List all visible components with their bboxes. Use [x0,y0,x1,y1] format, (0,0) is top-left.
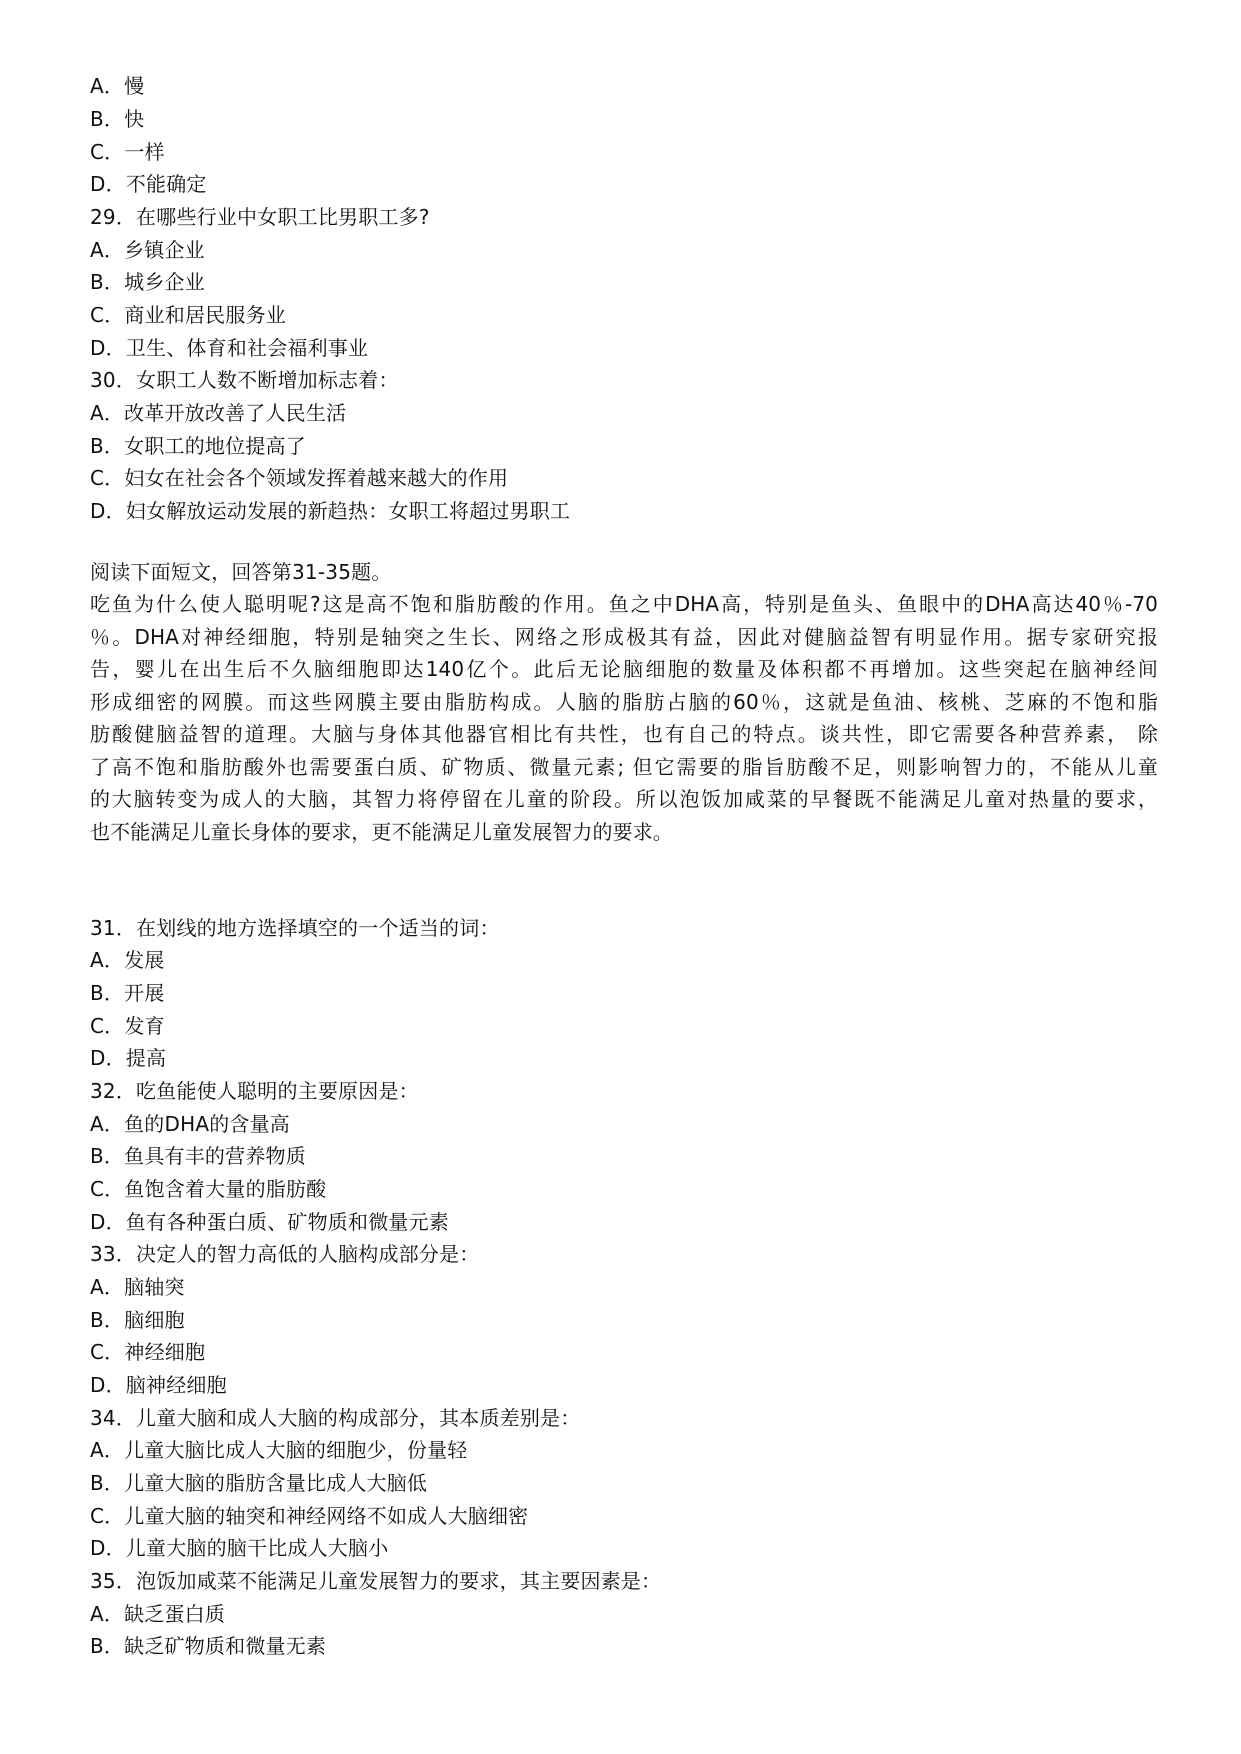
passage-line: 肪酸健脑益智的道理。大脑与身体其他器官相比有共性，也有自己的特点。谈共性，即它需要各种营养素， 除 [90,722,1158,746]
passage-line: 吃鱼为什么使人聪明呢?这是高不饱和脂肪酸的作用。鱼之中DHA高，特别是鱼头、鱼眼中的DHA高达40％-70 [90,592,1158,616]
q33-option-d: D．脑神经细胞 [90,1373,227,1397]
passage-line: 告，婴儿在出生后不久脑细胞即达140亿个。此后无论脑细胞的数量及体积都不再增加。这些突起在脑神经间 [90,657,1158,681]
passage-line: 也不能满足儿童长身体的要求，更不能满足儿童发展智力的要求。 [90,819,673,844]
option-c-same: C．一样 [90,140,165,164]
reading-passage [90,592,1158,852]
question-35: 35．泡饭加咸菜不能满足儿童发展智力的要求，其主要因素是： [90,1569,662,1593]
q34-option-b: B．儿童大脑的脂肪含量比成人大脑低 [90,1471,428,1495]
q34-option-d: D．儿童大脑的脑干比成人大脑小 [90,1536,389,1560]
q29-option-b: B．城乡企业 [90,270,205,294]
q34-option-c: C．儿童大脑的轴突和神经网络不如成人大脑细密 [90,1504,529,1528]
passage-line: 的大脑转变为成人的大脑，其智力将停留在儿童的阶段。所以泡饭加咸菜的早餐既不能满足儿童对热量的要求， [90,787,1158,811]
q31-option-a: A．发展 [90,948,165,972]
q31-option-b: B．开展 [90,981,165,1005]
q31-option-c: C．发育 [90,1014,165,1038]
passage-line: 形成细密的网膜。而这些网膜主要由脂肪构成。人脑的脂肪占脑的60％，这就是鱼油、核桃、芝麻的不饱和脂 [90,689,1158,714]
question-29: 29．在哪些行业中女职工比男职工多? [90,205,430,229]
q29-option-a: A．乡镇企业 [90,238,205,262]
option-b-fast: B．快 [90,107,145,131]
q30-option-b: B．女职工的地位提高了 [90,434,306,458]
reading-instruction: 阅读下面短文，回答第31-35题。 [90,560,392,584]
q33-option-c: C．神经细胞 [90,1340,206,1364]
q29-option-d: D．卫生、体育和社会福利事业 [90,336,369,360]
q29-option-c: C．商业和居民服务业 [90,303,286,327]
question-34: 34．儿童大脑和成人大脑的构成部分，其本质差别是： [90,1406,581,1430]
q30-option-c: C．妇女在社会各个领域发挥着越来越大的作用 [90,466,509,490]
q33-option-b: B．脑细胞 [90,1308,185,1332]
q33-option-a: A．脑轴突 [90,1275,185,1299]
passage-line: ％。DHA对神经细胞，特别是轴突之生长、网络之形成极其有益，因此对健脑益智有明显作用。据专家研究报 [90,624,1158,649]
q35-option-a: A．缺乏蛋白质 [90,1602,226,1626]
option-d-uncertain: D．不能确定 [90,172,207,196]
q32-option-a: A．鱼的DHA的含量高 [90,1112,291,1136]
passage-line: 了高不饱和脂肪酸外也需要蛋白质、矿物质、微量元素; 但它需要的脂旨肪酸不足，则影响智力的，不能从儿童 [90,754,1158,779]
q31-option-d: D．提高 [90,1046,167,1070]
q30-option-a: A．改革开放改善了人民生活 [90,401,347,425]
option-a-slow: A．慢 [90,74,145,98]
q32-option-c: C．鱼饱含着大量的脂肪酸 [90,1177,327,1201]
q32-option-d: D．鱼有各种蛋白质、矿物质和微量元素 [90,1210,450,1234]
q32-option-b: B．鱼具有丰的营养物质 [90,1144,306,1168]
question-30: 30．女职工人数不断增加标志着： [90,368,399,392]
q35-option-b: B．缺乏矿物质和微量无素 [90,1634,327,1658]
q30-option-d: D．妇女解放运动发展的新趋热：女职工将超过男职工 [90,499,571,523]
question-31: 31．在划线的地方选择填空的一个适当的词： [90,916,500,940]
q34-option-a: A．儿童大脑比成人大脑的细胞少，份量轻 [90,1438,468,1462]
question-33: 33．决定人的智力高低的人脑构成部分是： [90,1242,480,1266]
question-32: 32．吃鱼能使人聪明的主要原因是： [90,1079,419,1103]
